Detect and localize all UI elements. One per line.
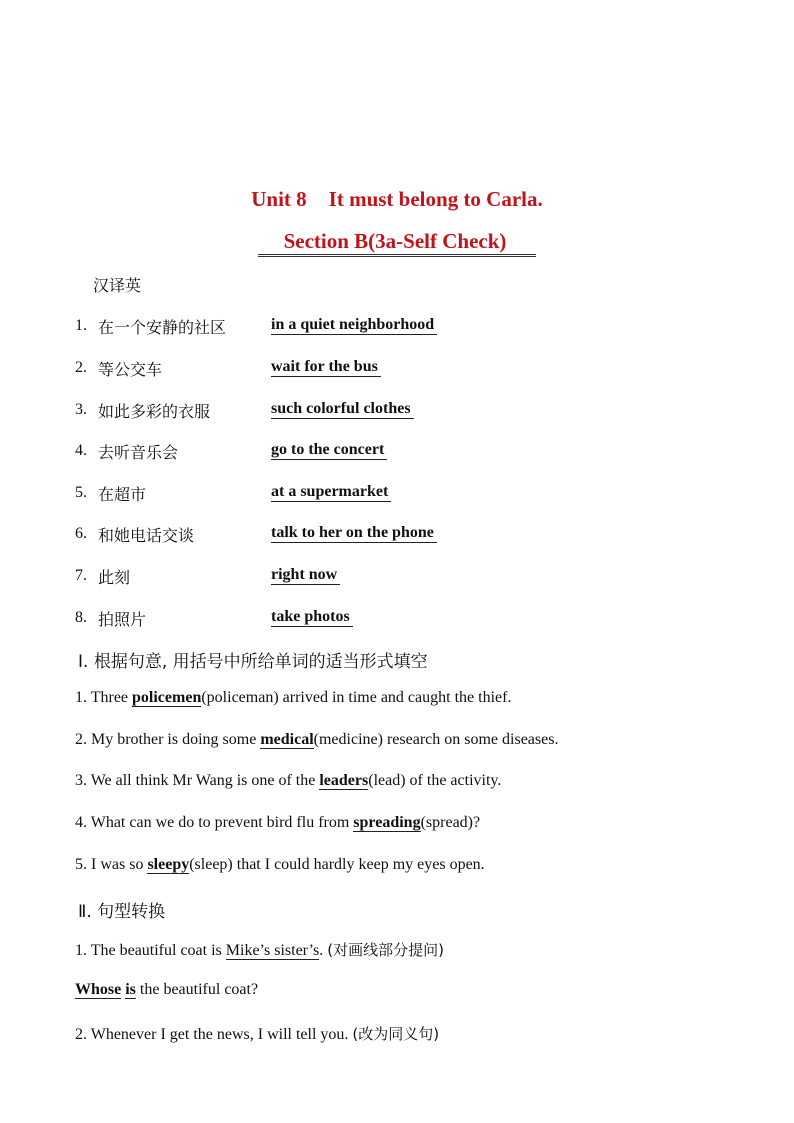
vocab-number: 2.	[75, 359, 87, 376]
transform-question-1	[75, 939, 444, 960]
vocab-chinese: 拍照片	[98, 610, 147, 629]
vocab-answer: wait for the bus	[271, 359, 381, 377]
sentence-end: (medicine) research on some diseases.	[313, 731, 559, 748]
vocab-chinese: 如此多彩的衣服	[98, 402, 211, 421]
sentence-start: 1. Three	[75, 689, 133, 706]
fill-blank-line	[75, 731, 558, 749]
vocab-chinese: 在超市	[98, 485, 147, 504]
vocab-answer: such colorful clothes	[271, 401, 414, 419]
vocab-chinese: 等公交车	[98, 360, 163, 379]
vocab-answer: talk to her on the phone	[271, 525, 437, 543]
fill-blank-line	[75, 814, 480, 832]
vocab-answer: at a supermarket	[271, 484, 391, 502]
instruction-note: (对画线部分提问)	[327, 941, 444, 959]
vocab-heading: 汉译英	[93, 276, 142, 295]
fill-blank-line	[75, 856, 485, 874]
vocab-number: 5.	[75, 484, 87, 501]
unit-title	[0, 187, 794, 212]
answer-word: is	[125, 981, 136, 998]
vocab-chinese: 此刻	[98, 568, 131, 587]
transform-question-2	[75, 1023, 439, 1044]
vocab-answer: in a quiet neighborhood	[271, 317, 437, 335]
sentence-start: 3. We all think Mr Wang is one of the	[75, 772, 320, 789]
vocab-number: 8.	[75, 609, 87, 626]
vocab-chinese: 在一个安静的社区	[98, 318, 227, 337]
unit-name: It must belong to Carla.	[328, 187, 543, 211]
transform-answer-1	[75, 981, 258, 999]
answer-rest: the beautiful coat?	[135, 981, 259, 998]
sentence-end: (policeman) arrived in time and caught the thief.	[201, 689, 512, 706]
sentence-end: (lead) of the activity.	[368, 772, 502, 789]
unit-number: Unit 8	[251, 187, 307, 211]
fill-answer: leaders	[319, 772, 369, 789]
vocab-chinese: 和她电话交谈	[98, 526, 195, 545]
underlined-part: Mike’s sister’s	[225, 942, 320, 959]
question-text: 2. Whenever I get the news, I will tell you.	[75, 1026, 353, 1043]
sentence-start: 4. What can we do to prevent bird flu from	[75, 814, 354, 831]
vocab-number: 1.	[75, 317, 87, 334]
vocab-number: 7.	[75, 567, 87, 584]
fill-answer: spreading	[353, 814, 421, 831]
sentence-end: (spread)?	[420, 814, 481, 831]
section1-title: Ⅰ. 根据句意, 用括号中所给单词的适当形式填空	[78, 652, 428, 672]
fill-answer: sleepy	[147, 856, 190, 873]
vocab-chinese: 去听音乐会	[98, 443, 179, 462]
fill-blank-line	[75, 772, 501, 790]
question-punct: .	[319, 942, 328, 959]
sentence-start: 5. I was so	[75, 856, 148, 873]
section-title	[0, 229, 794, 257]
vocab-answer: take photos	[271, 609, 353, 627]
question-text: 1. The beautiful coat is	[75, 942, 226, 959]
vocab-answer: right now	[271, 567, 340, 585]
fill-answer: medical	[260, 731, 314, 748]
section2-title: Ⅱ. 句型转换	[78, 902, 166, 922]
sentence-end: (sleep) that I could hardly keep my eyes open.	[189, 856, 485, 873]
section-title-text: Section B(3a-Self Check)	[258, 229, 537, 257]
fill-blank-line	[75, 689, 511, 707]
vocab-answer: go to the concert	[271, 442, 387, 460]
vocab-number: 3.	[75, 401, 87, 418]
vocab-number: 6.	[75, 525, 87, 542]
fill-answer: policemen	[132, 689, 202, 706]
vocab-number: 4.	[75, 442, 87, 459]
sentence-start: 2. My brother is doing some	[75, 731, 261, 748]
answer-word: Whose	[75, 981, 122, 998]
instruction-note: (改为同义句)	[352, 1025, 440, 1043]
